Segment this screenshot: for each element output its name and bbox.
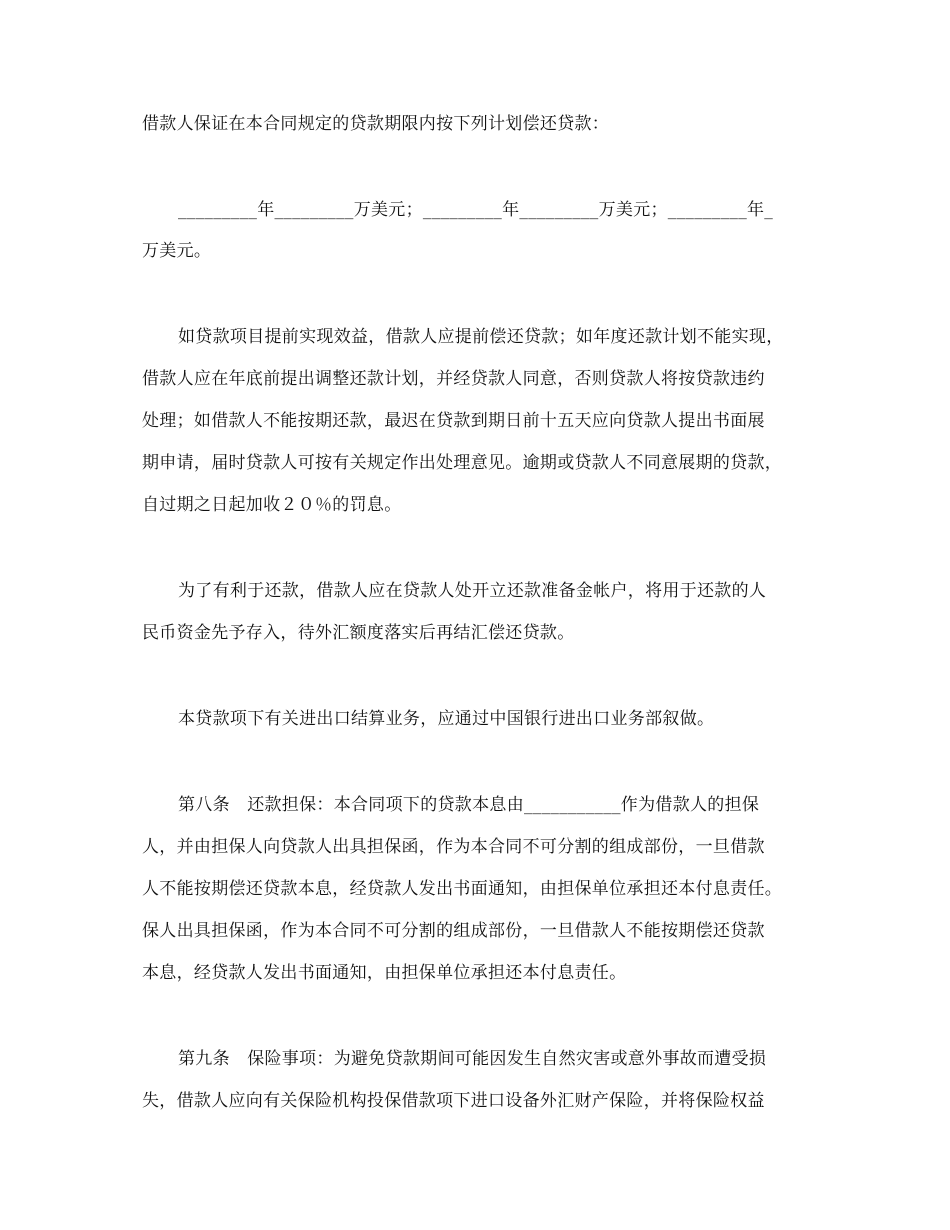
text-line: 民币资金先予存入，待外汇额度落实后再结汇偿还贷款。 [142,623,575,643]
text-line: 保人出具担保函，作为本合同不可分割的组成部份，一旦借款人不能按期偿还贷款 [142,921,765,941]
text-line: 如贷款项目提前实现效益，借款人应提前偿还贷款；如年度还款计划不能实现， [178,327,784,347]
text-line: 第九条 保险事项：为避免贷款期间可能因发生自然灾害或意外事故而遭受损 [178,1049,767,1069]
text-line: 人不能按期偿还贷款本息，经贷款人发出书面通知，由担保单位承担还本付息责任。 [142,879,783,899]
text-line: 自过期之日起加收２０％的罚息。 [142,495,402,515]
text-line: 万美元。 [142,241,212,261]
text-line: 为了有利于还款，借款人应在贷款人处开立还款准备金帐户，将用于还款的人 [178,581,767,601]
text-line: 人，并由担保人向贷款人出具担保函，作为本合同不可分割的组成部份，一旦借款 [142,837,765,857]
text-line: 借款人应在年底前提出调整还款计划，并经贷款人同意，否则贷款人将按贷款违约 [142,369,765,389]
text-line: 第八条 还款担保：本合同项下的贷款本息由___________作为借款人的担保 [178,795,760,815]
text-line: 失，借款人应向有关保险机构投保借款项下进口设备外汇财产保险，并将保险权益 [142,1091,765,1111]
text-line: 期申请，届时贷款人可按有关规定作出处理意见。逾期或贷款人不同意展期的贷款， [142,453,783,473]
text-line: 借款人保证在本合同规定的贷款期限内按下列计划偿还贷款： [142,114,610,134]
text-line: 本息，经贷款人发出书面通知，由担保单位承担还本付息责任。 [142,963,627,983]
text-line: _________年_________万美元；_________年_________万美元；_________年_ [178,200,774,220]
text-line: 本贷款项下有关进出口结算业务，应通过中国银行进出口业务部叙做。 [178,709,715,729]
text-line: 处理；如借款人不能按期还款，最迟在贷款到期日前十五天应向贷款人提出书面展 [142,411,765,431]
